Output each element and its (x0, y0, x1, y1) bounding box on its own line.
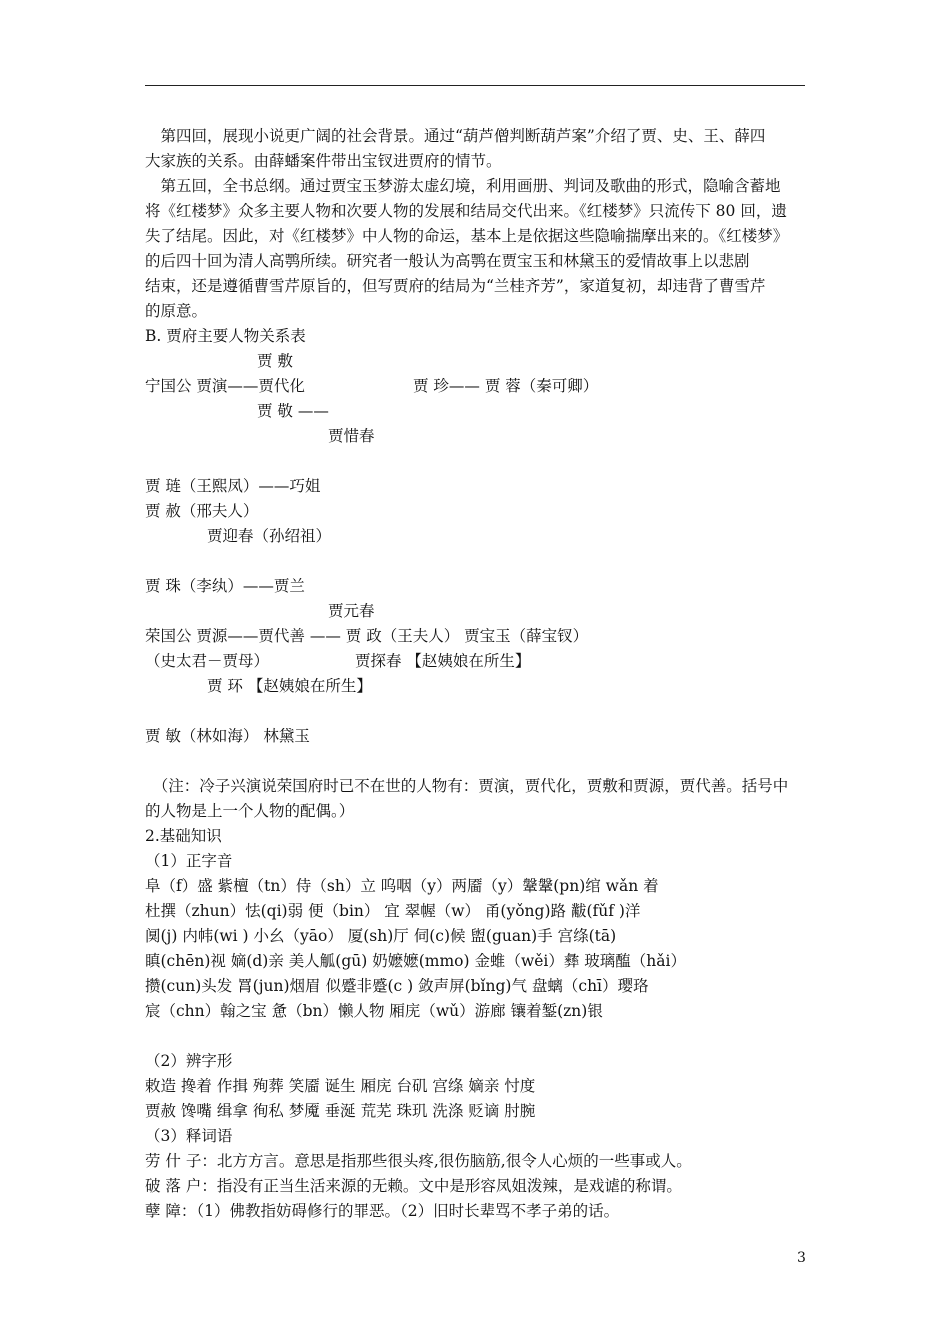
text-line: 的原意。 (145, 302, 208, 320)
tree-node: 贾 敏（林如海） 林黛玉 (145, 727, 310, 745)
tree-node: 贾元春 (328, 602, 375, 620)
text-line: 敕造 搀着 作揖 殉葬 笑靥 诞生 厢庑 台矶 宫绦 嫡亲 忖度 (145, 1077, 536, 1095)
tree-node: 宁国公 贾演——贾代化 (145, 377, 305, 395)
section-heading: B. 贾府主要人物关系表 (145, 327, 306, 345)
text-line: 攒(cun)头发 罥(jun)烟眉 似蹙非蹙(c ) 敛声屏(bǐng)气 盘螭（chī）璎珞 (145, 977, 649, 995)
page-number: 3 (797, 1250, 806, 1266)
tree-node: 贾 敬 —— (257, 402, 329, 420)
text-line: 的后四十回为清人高鹗所续。研究者一般认为高鹗在贾宝玉和林黛玉的爱情故事上以悲剧 (145, 252, 750, 270)
text-line: 第五回，全书总纲。通过贾宝玉梦游太虚幻境，利用画册、判词及歌曲的形式，隐喻含蓄地 (145, 177, 781, 195)
subsection-heading: （1）正字音 (145, 852, 233, 870)
text-line: 阜（f）盛 紫檀（tn）侍（sh）立 呜咽（y）两靥（y）鞶鞶(pn)绾 wǎn 着 (145, 877, 659, 895)
tree-node: （史太君－贾母） (145, 652, 270, 670)
text-line: （注：冷子兴演说荣国府时已不在世的人物有：贾演，贾代化，贾敷和贾源，贾代善。括号中 (145, 777, 789, 795)
text-line: 失了结尾。因此，对《红楼梦》中人物的命运，基本上是依据这些隐喻揣摩出来的。《红楼梦》 (145, 227, 789, 245)
text-line: 将《红楼梦》众多主要人物和次要人物的发展和结局交代出来。《红楼梦》只流传下 80 回，遗 (145, 202, 787, 220)
text-line: 瞋(chēn)视 嫡(d)亲 美人觚(gū) 奶嬷嬷(mmo) 金蜼（wěi）彝 玻璃醢（hǎi） (145, 952, 686, 970)
tree-node: 贾惜春 (328, 427, 375, 445)
text-line: 阒(j) 内帏(wi ) 小幺（yāo） 厦(sh)厅 伺(c)候 盥(guan)手 宫绦(tā) (145, 927, 617, 945)
tree-node: 贾 珍—— 贾 蓉（秦可卿） (413, 377, 599, 395)
tree-node: 贾 琏（王熙凤）——巧姐 (145, 477, 321, 495)
text-line: 大家族的关系。由薛蟠案件带出宝钗进贾府的情节。 (145, 152, 502, 170)
text-line: 宸（chn）翰之宝 惫（bn）懒人物 厢庑（wǔ）游廊 镶着錾(zn)银 (145, 1002, 603, 1020)
text-line: 杜撰（zhun）怯(qi)弱 便（bin） 宜 翠幄（w） 甬(yǒng)路 黻(fǔf )洋 (145, 902, 641, 920)
text-line: 破 落 户：指没有正当生活来源的无赖。文中是形容凤姐泼辣，是戏谑的称谓。 (145, 1177, 682, 1195)
tree-node: 贾迎春（孙绍祖） (207, 527, 332, 545)
text-line: 结束，还是遵循曹雪芹原旨的，但写贾府的结局为“兰桂齐芳”，家道复初，却违背了曹雪芹 (145, 277, 766, 295)
tree-node: 贾 赦（邢夫人） (145, 502, 259, 520)
subsection-heading: （2）辨字形 (145, 1052, 233, 1070)
tree-node: 荣国公 贾源——贾代善 —— 贾 政（王夫人） 贾宝玉（薛宝钗） (145, 627, 589, 645)
text-line: 孽 障：（1）佛教指妨碍修行的罪恶。（2）旧时长辈骂不孝子弟的话。 (145, 1202, 620, 1220)
subsection-heading: （3）释词语 (145, 1127, 233, 1145)
tree-node: 贾 敷 (257, 352, 293, 370)
text-line: 劳 什 子：北方方言。意思是指那些很头疼,很伤脑筋,很令人心烦的一些事或人。 (145, 1152, 692, 1170)
section-heading: 2.基础知识 (145, 827, 222, 845)
tree-node: 贾 环 【赵姨娘在所生】 (207, 677, 372, 695)
text-line: 第四回，展现小说更广阔的社会背景。通过“葫芦僧判断葫芦案”介绍了贾、史、王、薛四 (145, 127, 766, 145)
text-line: 的人物是上一个人物的配偶。） (145, 802, 355, 820)
tree-node: 贾探春 【赵姨娘在所生】 (355, 652, 531, 670)
tree-node: 贾 珠（李纨）——贾兰 (145, 577, 305, 595)
header-rule (145, 85, 805, 86)
text-line: 贾赦 馋嘴 缉拿 徇私 梦魇 垂涎 荒芜 珠玑 洗涤 贬谪 肘腕 (145, 1102, 536, 1120)
